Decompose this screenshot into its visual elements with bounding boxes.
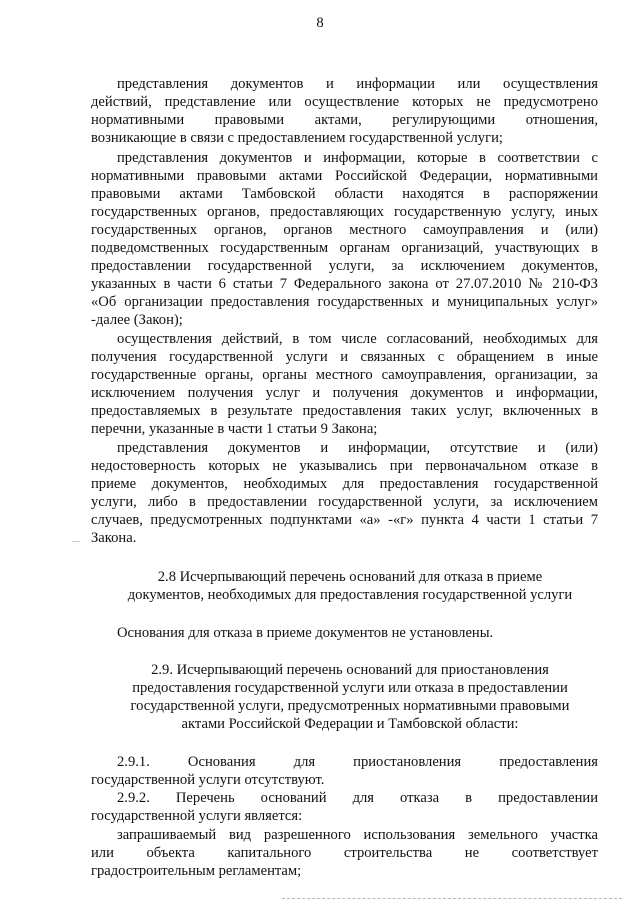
- refusal-ground-line: запрашиваемый вид разрешенного использования земельного участка: [117, 827, 598, 843]
- section-heading-2-9: актами Российской Федерации и Тамбовской области:: [181, 716, 519, 732]
- scan-bottom-edge: [282, 898, 622, 899]
- paragraph-line: недостоверность которых не указывались при первоначальном отказе в: [91, 458, 598, 474]
- paragraph-line: нормативными правовыми актами, регулирующими отношения,: [91, 112, 598, 128]
- paragraph-line: государственных органов, органов местного самоуправления и (или): [91, 222, 598, 238]
- scan-edge-mark: [72, 541, 80, 542]
- paragraph-line: указанных в части 6 статьи 7 Федерального закона от 27.07.2010 № 210-ФЗ: [91, 276, 598, 292]
- paragraph-line: получения государственной услуги и связанных с обращением в иные: [91, 349, 598, 365]
- paragraph-line: представления документов и информации, которые в соответствии с: [117, 150, 598, 166]
- paragraph-line: -далее (Закон);: [91, 312, 183, 328]
- refusal-ground-line: градостроительным регламентам;: [91, 863, 302, 879]
- paragraph-line: исключением получения услуг и получения документов и информации,: [91, 385, 598, 401]
- paragraph-line: случаев, предусмотренных подпунктами «а» -«г» пункта 4 части 1 статьи 7: [91, 512, 598, 528]
- refusal-ground-line: или объекта капитального строительства не соответствует: [91, 845, 598, 861]
- paragraph-line: государственных органов, предоставляющих государственную услугу, иных: [91, 204, 598, 220]
- section-heading-2-8: документов, необходимых для предоставления государственной услуги: [127, 587, 573, 603]
- paragraph-line: приеме документов, необходимых для предоставления государственной: [91, 476, 598, 492]
- section-heading-2-9: государственной услуги, предусмотренных нормативными правовыми: [130, 698, 570, 714]
- paragraph-line: представления документов и информации или осуществления: [117, 76, 598, 92]
- paragraph-line: подведомственных государственным органам организаций, участвующих в: [91, 240, 598, 256]
- section-heading-2-8: 2.8 Исчерпывающий перечень оснований для отказа в приеме: [157, 569, 543, 585]
- clause-2-9-1-line: государственной услуги отсутствуют.: [91, 772, 325, 788]
- section-statement-2-8: Основания для отказа в приеме документов не установлены.: [117, 625, 494, 641]
- paragraph-line: государственные органы, органы местного самоуправления, организации, за: [91, 367, 598, 383]
- paragraph-line: предоставляемых в результате предоставления таких услуг, включенных в: [91, 403, 598, 419]
- clause-2-9-2-line: государственной услуги является:: [91, 808, 303, 824]
- paragraph-line: возникающие в связи с предоставлением государственной услуги;: [91, 130, 503, 146]
- paragraph-line: правовыми актами Тамбовской области находятся в распоряжении: [91, 186, 598, 202]
- clause-2-9-2-line: 2.9.2. Перечень оснований для отказа в предоставлении: [117, 790, 598, 806]
- paragraph-line: «Об организации предоставления государственных и муниципальных услуг»: [91, 294, 598, 310]
- section-heading-2-9: 2.9. Исчерпывающий перечень оснований для приостановления: [151, 662, 549, 678]
- paragraph-line: нормативными правовыми актами Российской Федерации, нормативными: [91, 168, 598, 184]
- paragraph-line: Закона.: [91, 530, 137, 546]
- paragraph-line: перечни, указанные в части 1 статьи 9 Закона;: [91, 421, 378, 437]
- paragraph-line: осуществления действий, в том числе согласований, необходимых для: [117, 331, 598, 347]
- clause-2-9-1-line: 2.9.1. Основания для приостановления предоставления: [117, 754, 598, 770]
- paragraph-line: действий, представление или осуществление которых не предусмотрено: [91, 94, 598, 110]
- paragraph-line: представления документов и информации, отсутствие и (или): [117, 440, 598, 456]
- paragraph-line: предоставлении государственной услуги, за исключением документов,: [91, 258, 598, 274]
- page-number: 8: [316, 15, 324, 31]
- section-heading-2-9: предоставления государственной услуги или отказа в предоставлении: [132, 680, 568, 696]
- paragraph-line: услуги, либо в предоставлении государственной услуги, за исключением: [91, 494, 598, 510]
